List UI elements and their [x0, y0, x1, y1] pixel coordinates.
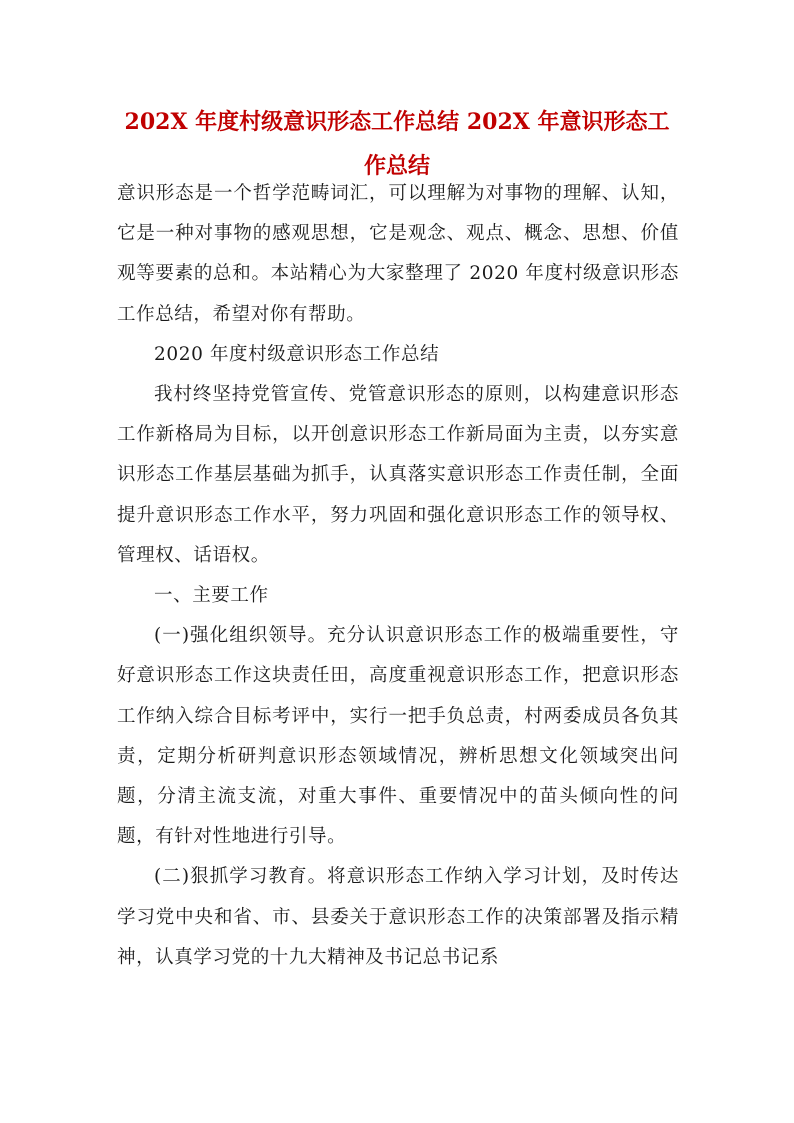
paragraph-study-education: (二)狠抓学习教育。将意识形态工作纳入学习计划，及时传达学习党中央和省、市、县委关于意识形态工作的决策部署及指示精神，认真学习党的十九大精神及书记总书记系 — [117, 866, 679, 968]
title-line-1: 202X 年度村级意识形态工作总结 202X 年意识形态工 — [124, 109, 670, 135]
intro-paragraph: 意识形态是一个哲学范畴词汇，可以理解为对事物的理解、认知，它是一种对事物的感观思想，它是观念、观点、概念、思想、价值观等要素的总和。本站精心为大家整理了 2020 年度村级意识形态工作总结，希望对你有帮助。 — [117, 183, 679, 325]
document-body — [117, 174, 679, 978]
summary-paragraph: 我村终坚持党管宣传、党管意识形态的原则，以构建意识形态工作新格局为目标，以开创意识形态工作新局面为主责，以夯实意识形态工作基层基础为抓手，认真落实意识形态工作责任制，全面提升意识形态工作水平，努力巩固和强化意识形态工作的领导权、管理权、话语权。 — [117, 384, 679, 566]
section-subtitle: 2020 年度村级意识形态工作总结 — [154, 343, 440, 365]
paragraph-organization-leadership: (一)强化组织领导。充分认识意识形态工作的极端重要性，守好意识形态工作这块责任田，高度重视意识形态工作，把意识形态工作纳入综合目标考评中，实行一把手负总责，村两委成员各负其责，定期分析研判意识形态领域情况，辨析思想文化领域突出问题，分清主流支流，对重大事件、重要情况中的苗头倾向性的问题，有针对性地进行引导。 — [117, 625, 679, 848]
heading-main-work: 一、主要工作 — [154, 585, 269, 607]
title-line-2: 作总结 — [363, 153, 430, 179]
